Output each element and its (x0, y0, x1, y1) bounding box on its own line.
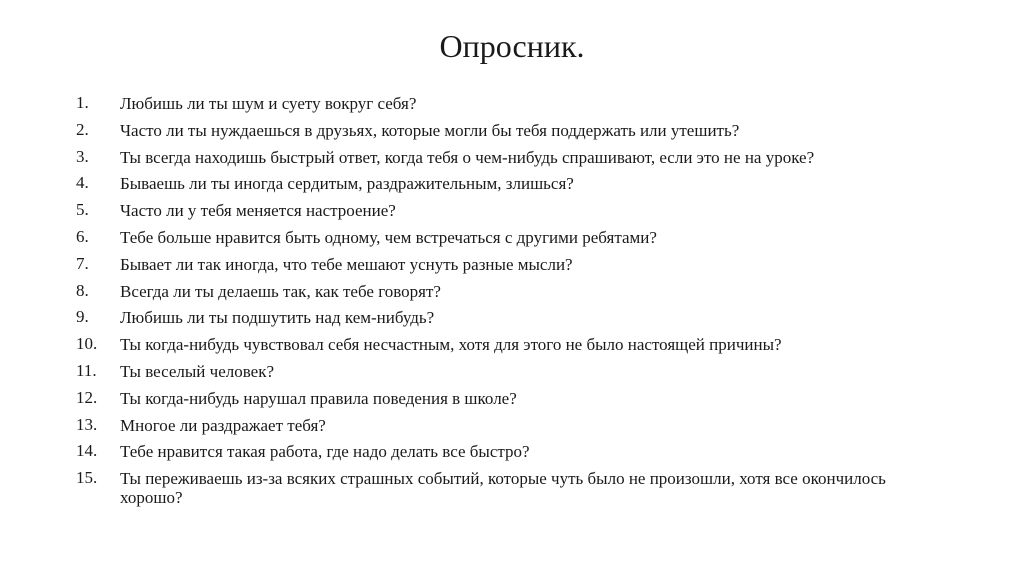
slide-title: Опросник. (439, 28, 585, 64)
question-number: 12. (76, 387, 98, 407)
question-text: Любишь ли ты подшутить над кем-нибудь? (120, 308, 435, 328)
question-number: 8. (76, 280, 89, 300)
question-item (76, 170, 926, 197)
question-text: Часто ли у тебя меняется настроение? (120, 201, 396, 221)
question-text: Тебе нравится такая работа, где надо делать все быстро? (120, 442, 530, 462)
question-text: Ты переживаешь из-за всяких страшных событий, которые чуть было не произошли, хотя все окончилось хорошо? (120, 469, 886, 508)
question-text: Ты всегда находишь быстрый ответ, когда тебя о чем-нибудь спрашивают, если это не на уроке? (120, 147, 815, 167)
question-item (76, 224, 926, 251)
question-item (76, 385, 926, 412)
question-item (76, 117, 926, 144)
question-text: Часто ли ты нуждаешься в друзьях, которые могли бы тебя поддержать или утешить? (120, 120, 740, 140)
question-text: Всегда ли ты делаешь так, как тебе говорят? (120, 281, 441, 301)
question-item (76, 465, 926, 511)
question-item (76, 412, 926, 439)
question-item (76, 304, 926, 331)
question-item (76, 331, 926, 358)
question-number: 14. (76, 441, 98, 461)
question-number: 6. (76, 226, 89, 246)
question-number: 13. (76, 414, 98, 434)
question-item (76, 438, 926, 465)
question-item (76, 197, 926, 224)
question-number: 3. (76, 146, 89, 166)
question-number: 9. (76, 307, 89, 327)
question-text: Многое ли раздражает тебя? (120, 415, 326, 435)
question-item (76, 90, 926, 117)
question-text: Бывает ли так иногда, что тебе мешают уснуть разные мысли? (120, 254, 573, 274)
question-text: Тебе больше нравится быть одному, чем встречаться с другими ребятами? (120, 227, 657, 247)
question-list (76, 90, 926, 511)
question-number: 2. (76, 119, 89, 139)
question-number: 5. (76, 200, 89, 220)
question-item (76, 278, 926, 305)
question-number: 1. (76, 93, 89, 112)
question-item (76, 358, 926, 385)
question-number: 7. (76, 253, 89, 273)
question-text: Ты когда-нибудь чувствовал себя несчастным, хотя для этого не было настоящей причины? (120, 335, 782, 355)
question-text: Бываешь ли ты иногда сердитым, раздражительным, злишься? (120, 174, 574, 194)
question-number: 4. (76, 173, 89, 193)
question-text: Ты когда-нибудь нарушал правила поведения в школе? (120, 388, 517, 408)
question-number: 15. (76, 468, 98, 488)
question-item (76, 144, 926, 171)
question-text: Любишь ли ты шум и суету вокруг себя? (120, 94, 417, 113)
question-item (76, 251, 926, 278)
question-number: 11. (76, 360, 97, 380)
question-number: 10. (76, 334, 98, 354)
question-text: Ты веселый человек? (120, 361, 275, 381)
